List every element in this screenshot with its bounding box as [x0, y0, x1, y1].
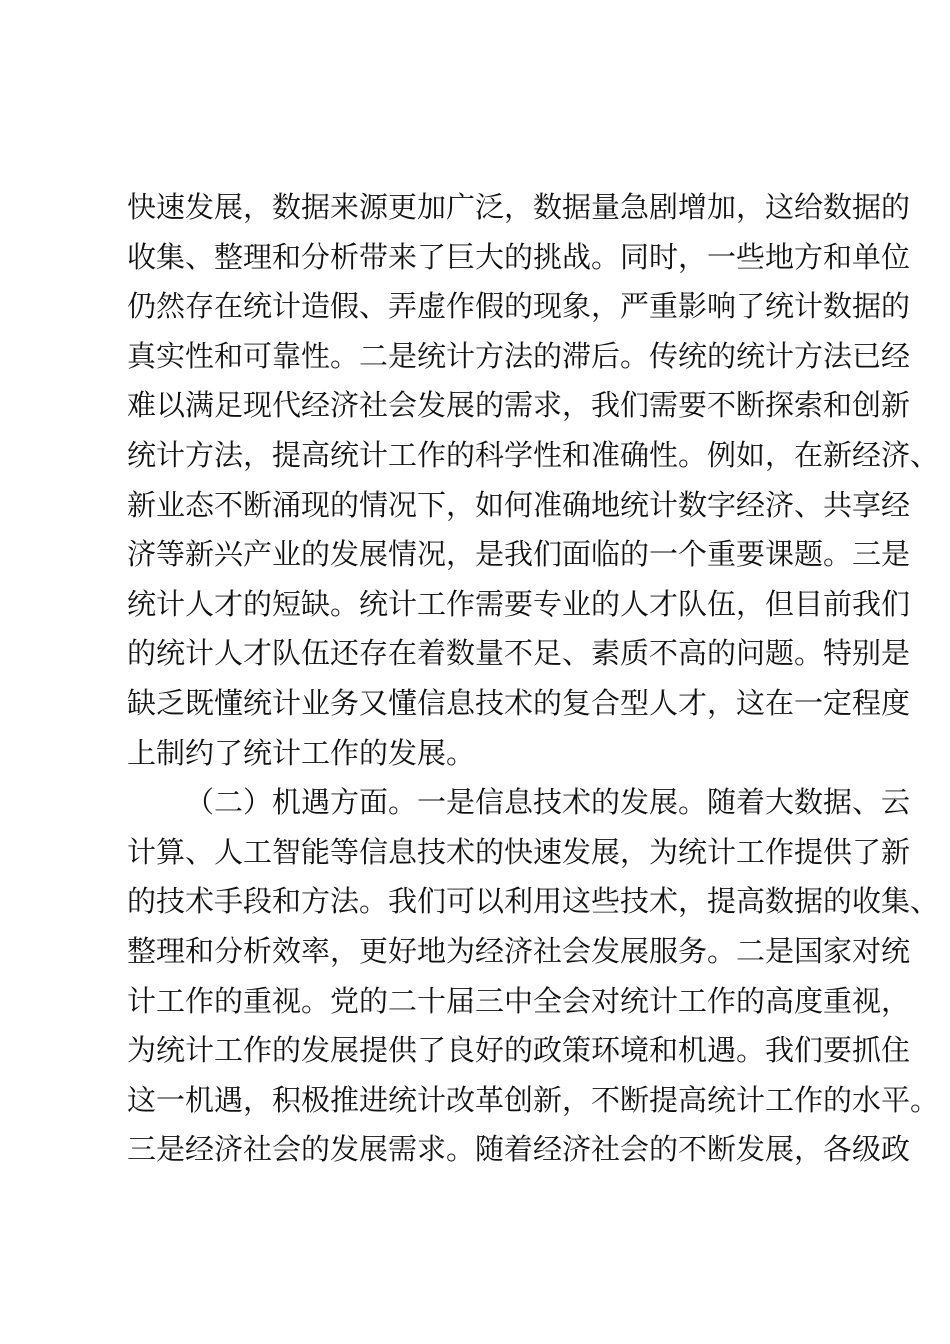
- text-line-2: 收集、整理和分析带来了巨大的挑战。同时，一些地方和单位: [127, 239, 911, 274]
- text-line-8: 济等新兴产业的发展情况，是我们面临的一个重要课题。三是: [127, 537, 911, 572]
- text-line-20: 三是经济社会的发展需求。随着经济社会的不断发展，各级政: [127, 1132, 911, 1167]
- text-line-18: 为统计工作的发展提供了良好的政策环境和机遇。我们要抓住: [127, 1033, 911, 1068]
- section-heading-opportunities: （二）机遇方面。一是信息技术的发展。随着大数据、云: [185, 785, 911, 820]
- text-line-6: 统计方法，提高统计工作的科学性和准确性。例如，在新经济、: [127, 437, 940, 472]
- text-line-12: 上制约了统计工作的发展。: [127, 735, 476, 770]
- text-line-10: 的统计人才队伍还存在着数量不足、素质不高的问题。特别是: [127, 636, 911, 671]
- text-line-16: 整理和分析效率，更好地为经济社会发展服务。二是国家对统: [127, 933, 911, 968]
- text-line-14: 计算、人工智能等信息技术的快速发展，为统计工作提供了新: [127, 834, 911, 869]
- text-line-19: 这一机遇，积极推进统计改革创新，不断提高统计工作的水平。: [127, 1082, 940, 1117]
- text-line-4: 真实性和可靠性。二是统计方法的滞后。传统的统计方法已经: [127, 338, 911, 373]
- text-line-9: 统计人才的短缺。统计工作需要专业的人才队伍，但目前我们: [127, 586, 911, 621]
- text-line-1: 快速发展，数据来源更加广泛，数据量急剧增加，这给数据的: [127, 190, 911, 224]
- text-line-11: 缺乏既懂统计业务又懂信息技术的复合型人才，这在一定程度: [127, 685, 911, 720]
- text-line-15: 的技术手段和方法。我们可以利用这些技术，提高数据的收集、: [127, 884, 940, 919]
- text-line-5: 难以满足现代经济社会发展的需求，我们需要不断探索和创新: [127, 388, 911, 423]
- text-line-7: 新业态不断涌现的情况下，如何准确地统计数字经济、共享经: [127, 487, 911, 522]
- text-line-17: 计工作的重视。党的二十届三中全会对统计工作的高度重视，: [127, 983, 911, 1018]
- text-line-3: 仍然存在统计造假、弄虚作假的现象，严重影响了统计数据的: [127, 289, 911, 324]
- body-text: [127, 183, 940, 1175]
